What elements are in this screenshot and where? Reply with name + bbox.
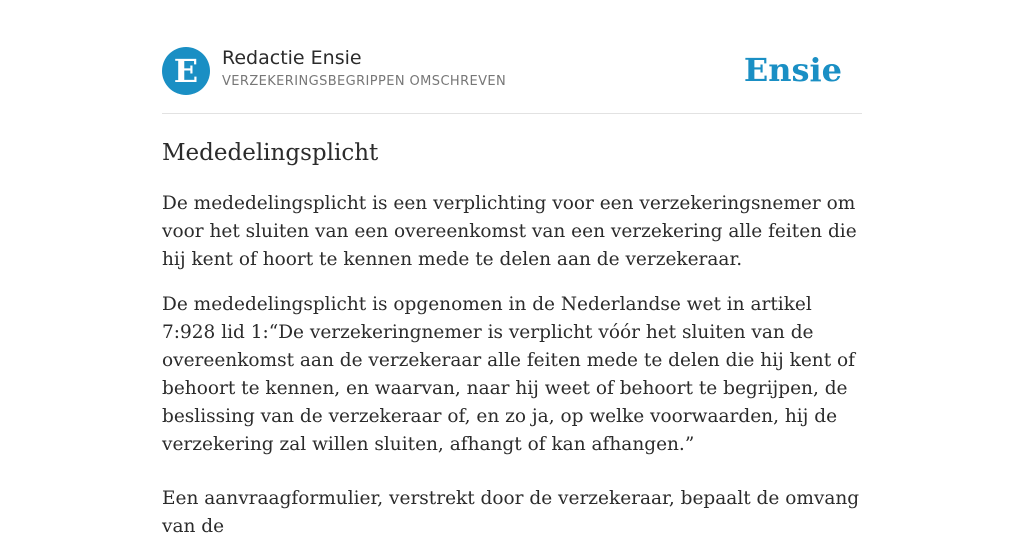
article-container: [162, 46, 862, 541]
author-name[interactable]: Redactie Ensie: [222, 47, 362, 69]
author-logo[interactable]: E: [162, 47, 210, 95]
category-label[interactable]: VERZEKERINGSBEGRIPPEN OMSCHREVEN: [222, 74, 507, 89]
brand-logo[interactable]: Ensie: [743, 51, 842, 89]
article-paragraph-2: De mededelingsplicht is opgenomen in de Nederlandse wet in artikel 7:928 lid 1:“De verzekeringnemer is verplicht vóór het sluiten van de overeenkomst aan de verzekeraar alle feiten mede te delen die hij kent of behoort te kennen, en waarvan, naar hij weet of behoort te begrijpen, de beslissing van de verzekeraar of, en zo ja, op welke voorwaarden, hij de verzekering zal willen sluiten, afhangt of kan afhangen.”: [162, 294, 856, 455]
page-title: Mededelingsplicht: [162, 140, 379, 166]
header: [162, 46, 862, 114]
article-paragraph-1: De mededelingsplicht is een verplichting voor een verzekeringsnemer om voor het sluiten van een overeenkomst van een verzekering alle feiten die hij kent of hoort te kennen mede te delen aan de verzekeraar.: [162, 193, 857, 270]
article-paragraph-3: Een aanvraagformulier, verstrekt door de verzekeraar, bepaalt de omvang van de: [162, 488, 860, 537]
